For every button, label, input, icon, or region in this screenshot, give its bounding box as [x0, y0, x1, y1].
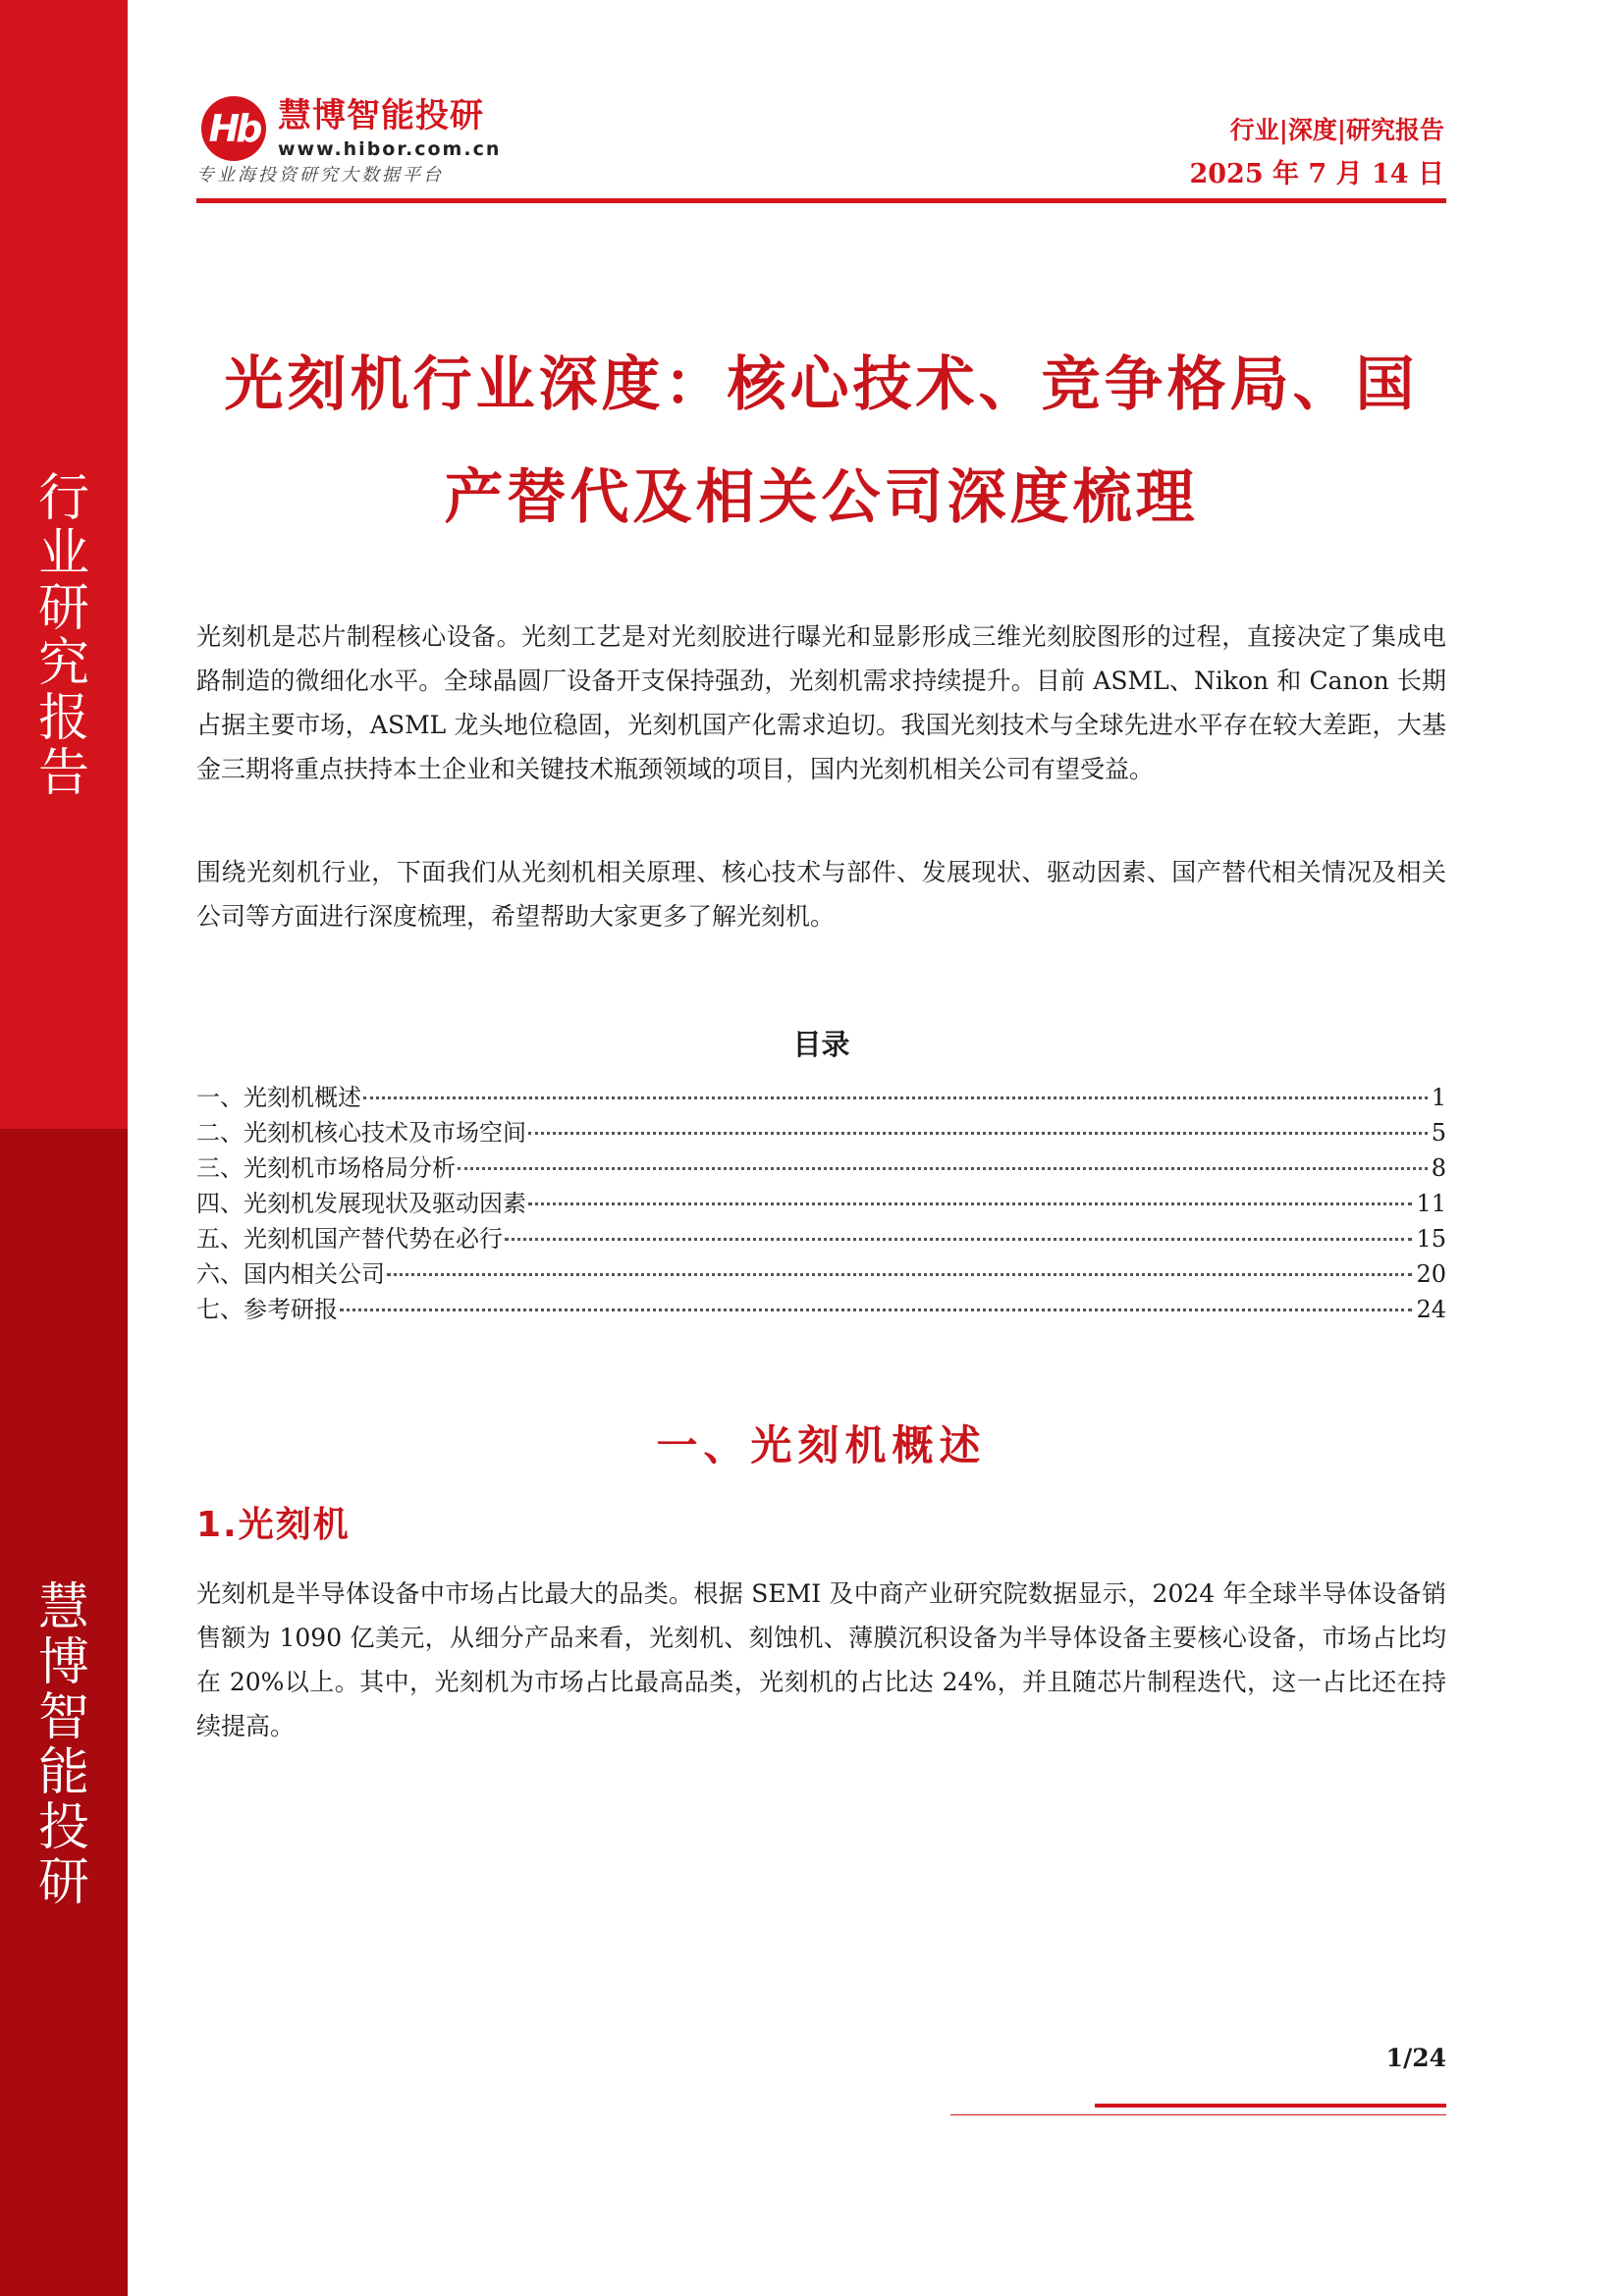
sidebar-char: 投	[37, 1798, 89, 1857]
sidebar-char: 行	[37, 469, 89, 528]
title-line: 光刻机行业深度：核心技术、竞争格局、国	[224, 350, 1419, 419]
intro-paragraph: 光刻机是芯片制程核心设备。光刻工艺是对光刻胶进行曝光和显影形成三维光刻胶图形的过程，直接决定了集成电路制造的微细化水平。全球晶圆厂设备开支保持强劲，光刻机需求持续提升。目前 ASML、Nikon 和 Canon 长期占据主要市场，ASML 龙头地位稳固，光刻机国产化需求迫切。我国光刻技术与全球先进水平存在较大差距，大基金三期将重点扶持本土企业和关键技术瓶颈领域的项目，国内光刻机相关公司有望受益。	[196, 622, 1446, 783]
toc-item[interactable]	[196, 1221, 1446, 1256]
report-type: 行业|深度|研究报告	[1229, 116, 1444, 144]
toc-item-page: 5	[1431, 1119, 1446, 1147]
left-sidebar	[0, 0, 128, 2296]
toc-item-label: 六、国内相关公司	[196, 1260, 385, 1288]
footer-divider-thin	[950, 2114, 1446, 2115]
toc-item-page: 20	[1416, 1260, 1446, 1288]
toc-item-page: 24	[1416, 1296, 1446, 1323]
toc-title: 目录	[792, 1028, 850, 1061]
body-paragraph: 光刻机是半导体设备中市场占比最大的品类。根据 SEMI 及中商产业研究院数据显示，2024 年全球半导体设备销售额为 1090 亿美元，从细分产品来看，光刻机、刻蚀机、薄膜沉积设备为半导体设备主要核心设备，市场占比均在 20%以上。其中，光刻机为市场占比最高品类，光刻机的占比达 24%，并且随芯片制程迭代，这一占比还在持续提高。	[196, 1579, 1446, 1740]
title-line: 产替代及相关公司深度梳理	[444, 463, 1199, 532]
toc-item-label: 四、光刻机发展现状及驱动因素	[196, 1190, 526, 1217]
section-heading: 一、光刻机概述	[656, 1421, 987, 1469]
hibor-logo-icon	[201, 96, 266, 161]
toc-item-label: 五、光刻机国产替代势在必行	[196, 1225, 503, 1253]
brand-url: www.hibor.com.cn	[278, 138, 502, 160]
toc-leader-dots	[387, 1273, 1412, 1276]
toc-item[interactable]	[196, 1150, 1446, 1186]
report-title	[196, 329, 1446, 555]
toc-item[interactable]	[196, 1115, 1446, 1150]
brand-slogan: 专业海投资研究大数据平台	[196, 165, 444, 186]
sidebar-char: 究	[37, 634, 89, 693]
sidebar-char: 能	[37, 1743, 89, 1802]
brand-name: 慧博智能投研	[278, 96, 484, 135]
intro-paragraph: 围绕光刻机行业，下面我们从光刻机相关原理、核心技术与部件、发展现状、驱动因素、国产替代相关情况及相关公司等方面进行深度梳理，希望帮助大家更多了解光刻机。	[196, 858, 1446, 931]
logo-glyph: Hb	[208, 107, 259, 150]
toc-leader-dots	[363, 1096, 1428, 1099]
sidebar-char: 研	[37, 1853, 89, 1912]
toc-item-label: 二、光刻机核心技术及市场空间	[196, 1119, 526, 1147]
toc-item[interactable]	[196, 1256, 1446, 1292]
toc-leader-dots	[340, 1308, 1412, 1311]
sidebar-brand-vertical	[0, 1580, 128, 1910]
header-divider	[196, 198, 1446, 203]
toc-leader-dots	[505, 1238, 1412, 1241]
toc-leader-dots	[528, 1132, 1428, 1135]
toc-item-label: 一、光刻机概述	[196, 1084, 361, 1111]
toc-leader-dots	[528, 1202, 1412, 1205]
report-date: 2025 年 7 月 14 日	[1189, 159, 1444, 189]
toc-item[interactable]	[196, 1080, 1446, 1115]
toc-item[interactable]	[196, 1292, 1446, 1327]
sidebar-char: 博	[37, 1633, 89, 1692]
footer-divider-thick	[1095, 2104, 1446, 2108]
page-indicator: 1/24	[1385, 2044, 1446, 2072]
toc-item-page: 8	[1431, 1154, 1446, 1182]
toc-item-page: 15	[1416, 1225, 1446, 1253]
sidebar-char: 报	[37, 689, 89, 748]
sidebar-char: 告	[37, 744, 89, 803]
sidebar-char: 智	[37, 1688, 89, 1747]
toc-item-label: 三、光刻机市场格局分析	[196, 1154, 456, 1182]
table-of-contents	[196, 1080, 1446, 1327]
sidebar-report-type-vertical	[0, 471, 128, 801]
sidebar-char: 业	[37, 524, 89, 583]
toc-leader-dots	[458, 1167, 1428, 1170]
subsection-heading: 1.光刻机	[196, 1505, 351, 1545]
sidebar-char: 研	[37, 579, 89, 638]
toc-item-page: 11	[1416, 1190, 1446, 1217]
sidebar-char: 慧	[37, 1578, 89, 1637]
toc-item-label: 七、参考研报	[196, 1296, 338, 1323]
toc-item[interactable]	[196, 1186, 1446, 1221]
toc-item-page: 1	[1431, 1084, 1446, 1111]
